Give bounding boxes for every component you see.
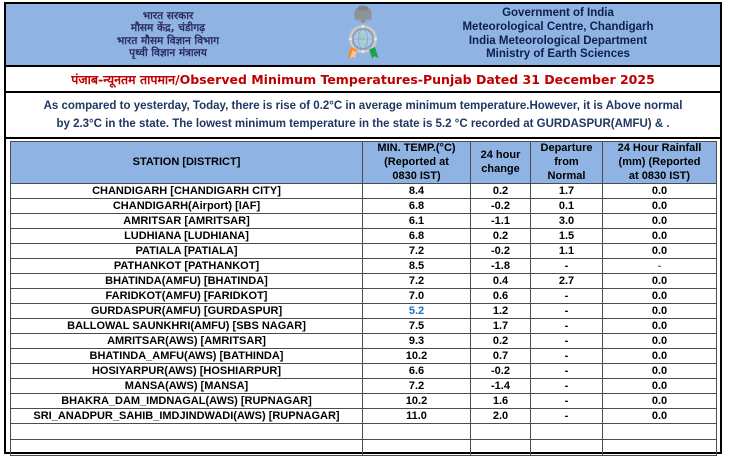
- cell-departure-from-normal: 0.1: [531, 199, 603, 214]
- summary-remark-line-2: by 2.3°C in the state. The lowest minimum temperature in the state is 5.2 °C recorded at GURDASPUR(AMFU) & .: [56, 117, 670, 130]
- column-header-24-hour-change: [471, 142, 531, 184]
- table-row: [11, 289, 717, 304]
- table-row: [11, 229, 717, 244]
- cell-station: LUDHIANA [LUDHIANA]: [11, 229, 363, 244]
- cell-24-hour-change: 2.0: [471, 409, 531, 424]
- emblem-container: [330, 4, 396, 66]
- cell-station: BHAKRA_DAM_IMDNAGAL(AWS) [RUPNAGAR]: [11, 394, 363, 409]
- cell-min-temp: 7.0: [363, 289, 471, 304]
- cell-24-hour-rainfall: 0.0: [603, 364, 717, 379]
- cell-station: CHANDIGARH [CHANDIGARH CITY]: [11, 184, 363, 199]
- column-header-departure-from-normal: [531, 142, 603, 184]
- cell-departure-from-normal: -: [531, 334, 603, 349]
- cell-24-hour-rainfall-value: -: [657, 260, 662, 273]
- cell-min-temp: 6.6: [363, 364, 471, 379]
- column-header-departure-line-2: from: [554, 155, 579, 168]
- cell-min-temp: 9.3: [363, 334, 471, 349]
- cell-station: BALLOWAL SAUNKHRI(AMFU) [SBS NAGAR]: [11, 319, 363, 334]
- column-header-rainfall-line-1: 24 Hour Rainfall: [617, 142, 702, 154]
- banner-english-block: [396, 7, 720, 61]
- banner-hindi-block: [6, 10, 330, 60]
- column-header-rainfall-line-2: (mm) (Reported: [618, 155, 701, 168]
- cell-departure-from-normal: -: [531, 319, 603, 334]
- column-header-departure-line-1: Departure: [540, 142, 593, 154]
- cell-station: [11, 424, 363, 440]
- observations-table: [10, 141, 717, 456]
- table-row: [11, 214, 717, 229]
- cell-departure-from-normal: 1.5: [531, 229, 603, 244]
- table-row: [11, 274, 717, 289]
- cell-departure-from-normal: -: [531, 394, 603, 409]
- cell-24-hour-rainfall: 0.0: [603, 349, 717, 364]
- cell-departure-from-normal: 1.1: [531, 244, 603, 259]
- summary-remark-line-1: As compared to yesterday, Today, there is rise of 0.2°C in average minimum temperature.However, it is Above normal: [43, 100, 683, 112]
- table-row: [11, 379, 717, 394]
- cell-24-hour-rainfall: 0.0: [603, 304, 717, 319]
- cell-24-hour-change: 0.2: [471, 229, 531, 244]
- cell-min-temp: 11.0: [363, 409, 471, 424]
- cell-station: SRI_ANADPUR_SAHIB_IMDJINDWADI(AWS) [RUPNAGAR]: [11, 409, 363, 424]
- cell-24-hour-change: 1.6: [471, 394, 531, 409]
- table-row: [11, 259, 717, 274]
- cell-min-temp: 7.5: [363, 319, 471, 334]
- cell-departure-from-normal: [531, 424, 603, 440]
- cell-departure-from-normal: -: [531, 409, 603, 424]
- cell-24-hour-rainfall: 0.0: [603, 409, 717, 424]
- banner-hindi-line-3: भारत मौसम विज्ञान विभाग: [116, 34, 220, 47]
- table-row: [11, 184, 717, 199]
- table-body: [11, 184, 717, 456]
- cell-station: BHATINDA_AMFU(AWS) [BATHINDA]: [11, 349, 363, 364]
- cell-min-temp: 6.1: [363, 214, 471, 229]
- cell-departure-from-normal: -: [531, 349, 603, 364]
- cell-min-temp: 10.2: [363, 349, 471, 364]
- cell-24-hour-rainfall: 0.0: [603, 199, 717, 214]
- banner-english-line-1: Government of India: [502, 7, 614, 20]
- cell-station: BHATINDA(AMFU) [BHATINDA]: [11, 274, 363, 289]
- cell-departure-from-normal: [531, 440, 603, 456]
- summary-remark: [6, 93, 720, 139]
- cell-min-temp: 8.5: [363, 259, 471, 274]
- column-header-station: STATION [DISTRICT]: [11, 142, 363, 184]
- cell-station: MANSA(AWS) [MANSA]: [11, 379, 363, 394]
- india-meteorological-department-emblem-icon: [341, 5, 385, 65]
- cell-station: PATHANKOT [PATHANKOT]: [11, 259, 363, 274]
- table-row: [11, 304, 717, 319]
- column-header-min-temp-line-1: MIN. TEMP.(°C): [377, 142, 456, 154]
- cell-min-temp: [363, 424, 471, 440]
- cell-departure-from-normal: 3.0: [531, 214, 603, 229]
- cell-24-hour-change: -0.2: [471, 244, 531, 259]
- report-frame: [4, 2, 722, 454]
- cell-24-hour-change: 0.4: [471, 274, 531, 289]
- cell-24-hour-rainfall: [603, 424, 717, 440]
- table-row: [11, 319, 717, 334]
- cell-min-temp: 6.8: [363, 229, 471, 244]
- table-row: [11, 244, 717, 259]
- cell-min-temp: 6.8: [363, 199, 471, 214]
- table-row: [11, 394, 717, 409]
- cell-station: [11, 440, 363, 456]
- table-row: [11, 424, 717, 440]
- cell-min-temp: [363, 440, 471, 456]
- cell-min-temp: 7.2: [363, 274, 471, 289]
- cell-min-temp: [363, 304, 471, 319]
- cell-24-hour-change: -1.1: [471, 214, 531, 229]
- cell-24-hour-change: 1.2: [471, 304, 531, 319]
- cell-24-hour-change: 0.2: [471, 334, 531, 349]
- cell-min-temp: 8.4: [363, 184, 471, 199]
- cell-24-hour-rainfall: 0.0: [603, 394, 717, 409]
- cell-departure-from-normal: -: [531, 304, 603, 319]
- table-row: [11, 364, 717, 379]
- cell-departure-from-normal: -: [531, 364, 603, 379]
- cell-24-hour-change: 0.2: [471, 184, 531, 199]
- column-header-24-hour-rainfall: [603, 142, 717, 184]
- column-header-min-temp-line-2: (Reported at: [384, 155, 449, 168]
- cell-min-temp: 7.2: [363, 244, 471, 259]
- column-header-departure-line-3: Normal: [547, 169, 586, 182]
- page-banner: [6, 4, 720, 67]
- table-header-row: [11, 142, 717, 184]
- cell-min-temp-value: 5.2: [408, 305, 425, 318]
- banner-hindi-line-2: मौसम केंद्र, चंडीगढ़: [130, 22, 206, 35]
- cell-station: AMRITSAR [AMRITSAR]: [11, 214, 363, 229]
- table-row: [11, 334, 717, 349]
- cell-24-hour-change: 1.7: [471, 319, 531, 334]
- cell-24-hour-rainfall: 0.0: [603, 334, 717, 349]
- cell-24-hour-change: [471, 440, 531, 456]
- table-row: [11, 349, 717, 364]
- cell-departure-from-normal: 2.7: [531, 274, 603, 289]
- cell-departure-from-normal: -: [531, 259, 603, 274]
- cell-24-hour-rainfall: [603, 259, 717, 274]
- column-header-change-line-1: 24 hour: [480, 148, 521, 161]
- cell-station: CHANDIGARH(Airport) [IAF]: [11, 199, 363, 214]
- cell-24-hour-rainfall: [603, 440, 717, 456]
- cell-24-hour-rainfall: 0.0: [603, 379, 717, 394]
- cell-24-hour-rainfall: 0.0: [603, 289, 717, 304]
- report-title-bar: [6, 67, 720, 93]
- column-header-min-temp-line-3: 0830 IST): [392, 169, 441, 182]
- cell-24-hour-change: -1.8: [471, 259, 531, 274]
- column-header-min-temp: [363, 142, 471, 184]
- cell-departure-from-normal: -: [531, 379, 603, 394]
- cell-24-hour-rainfall: 0.0: [603, 274, 717, 289]
- cell-24-hour-rainfall: 0.0: [603, 229, 717, 244]
- banner-english-line-3: India Meteorological Department: [468, 34, 648, 47]
- banner-hindi-line-4: पृथ्वी विज्ञान मंत्रालय: [129, 46, 207, 59]
- cell-station: HOSIYARPUR(AWS) [HOSHIARPUR]: [11, 364, 363, 379]
- cell-24-hour-rainfall: 0.0: [603, 244, 717, 259]
- cell-min-temp: 10.2: [363, 394, 471, 409]
- cell-24-hour-rainfall: 0.0: [603, 214, 717, 229]
- table-row: [11, 409, 717, 424]
- cell-24-hour-rainfall: 0.0: [603, 319, 717, 334]
- table-row: [11, 440, 717, 456]
- table-row: [11, 199, 717, 214]
- cell-station: FARIDKOT(AMFU) [FARIDKOT]: [11, 289, 363, 304]
- cell-departure-from-normal: -: [531, 289, 603, 304]
- column-header-change-line-2: change: [481, 162, 520, 175]
- observations-table-container: [6, 139, 720, 456]
- cell-station: PATIALA [PATIALA]: [11, 244, 363, 259]
- cell-24-hour-change: [471, 424, 531, 440]
- banner-english-line-2: Meteorological Centre, Chandigarh: [462, 20, 654, 33]
- cell-min-temp: 7.2: [363, 379, 471, 394]
- cell-24-hour-change: -0.2: [471, 199, 531, 214]
- cell-24-hour-change: 0.7: [471, 349, 531, 364]
- cell-24-hour-change: 0.6: [471, 289, 531, 304]
- cell-24-hour-change: -1.4: [471, 379, 531, 394]
- page-title: पंजाब-न्यूनतम तापमान/Observed Minimum Temperatures-Punjab Dated 31 December 2025: [71, 71, 655, 87]
- banner-english-line-4: Ministry of Earth Sciences: [486, 48, 630, 61]
- cell-station: GURDASPUR(AMFU) [GURDASPUR]: [11, 304, 363, 319]
- cell-station: AMRITSAR(AWS) [AMRITSAR]: [11, 334, 363, 349]
- banner-hindi-line-1: भारत सरकार: [142, 9, 194, 22]
- column-header-rainfall-line-3: at 0830 IST): [628, 169, 691, 182]
- cell-24-hour-change: -0.2: [471, 364, 531, 379]
- cell-departure-from-normal: 1.7: [531, 184, 603, 199]
- cell-24-hour-rainfall: 0.0: [603, 184, 717, 199]
